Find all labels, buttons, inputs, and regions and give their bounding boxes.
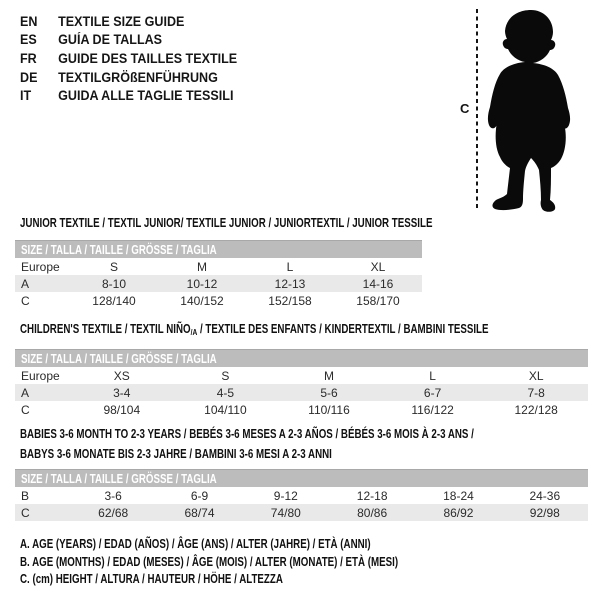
height-cell: 140/152	[180, 293, 224, 308]
language-row-fr	[20, 49, 237, 68]
size-cell: L	[286, 259, 294, 274]
children-title-subscript: /A	[190, 327, 198, 337]
guide-title-en: TEXTILE SIZE GUIDE	[58, 13, 185, 29]
age-cell: 24-36	[529, 488, 561, 503]
children-title-part1: CHILDREN'S TEXTILE / TEXTIL NIÑO	[20, 322, 191, 336]
legend-line-c	[20, 572, 505, 590]
age-cell: 18-24	[443, 488, 474, 503]
age-cell: 8-10	[101, 276, 127, 291]
age-cell: 14-16	[362, 276, 394, 291]
row-label: C	[21, 505, 30, 520]
junior-section-title-text: JUNIOR TEXTILE / TEXTIL JUNIOR/ TEXTILE JUNIOR / JUNIORTEXTIL / JUNIOR TESSILE	[20, 216, 433, 230]
height-label-c: C	[460, 101, 470, 116]
age-cell: 3-6	[104, 488, 122, 503]
row-label: C	[21, 402, 30, 417]
table-row-age	[15, 275, 422, 292]
language-row-en	[20, 12, 237, 31]
row-label: Europe	[21, 368, 60, 383]
language-row-it	[20, 86, 237, 105]
size-cell: XS	[113, 368, 130, 383]
junior-section-title	[20, 216, 549, 230]
children-title-part2: / TEXTILE DES ENFANTS / KINDERTEXTIL / BAMBINI TESSILE	[197, 322, 489, 336]
height-cell: 116/122	[411, 402, 454, 417]
children-size-table	[15, 349, 588, 418]
size-cell: S	[109, 259, 118, 274]
table-row-age	[15, 384, 588, 401]
baby-silhouette-icon	[487, 8, 581, 214]
table-header-size	[15, 469, 588, 487]
row-label: Europe	[21, 259, 60, 274]
language-code: DE	[20, 69, 38, 85]
size-cell: XL	[528, 368, 544, 383]
height-cell: 158/170	[356, 293, 400, 308]
legend-a-text: A. AGE (YEARS) / EDAD (AÑOS) / ÂGE (ANS) / ALTER (JAHRE) / ETÀ (ANNI)	[20, 537, 371, 551]
size-cell: M	[323, 368, 334, 383]
children-section-title	[20, 322, 600, 337]
height-cell: 104/110	[204, 402, 247, 417]
age-cell: 3-4	[113, 385, 131, 400]
guide-title-de: TEXTILGRÖßENFÜHRUNG	[58, 69, 218, 85]
size-cell: S	[221, 368, 230, 383]
age-cell: 12-13	[274, 276, 306, 291]
legend-line-a	[20, 537, 505, 555]
language-code: FR	[20, 50, 37, 66]
language-code: IT	[20, 88, 32, 104]
age-cell: 10-12	[186, 276, 218, 291]
table-header-size-text: SIZE / TALLA / TAILLE / GRÖSSE / TAGLIA	[21, 242, 217, 257]
height-cell: 98/104	[103, 402, 141, 417]
age-cell: 5-6	[320, 385, 338, 400]
age-cell: 7-8	[527, 385, 545, 400]
table-row-height	[15, 292, 422, 309]
height-cell: 122/128	[514, 402, 558, 417]
size-cell: L	[429, 368, 436, 383]
height-cell: 74/80	[270, 505, 301, 520]
legend-c-text: C. (cm) HEIGHT / ALTURA / HAUTEUR / HÖHE / ALTEZZA	[20, 572, 283, 586]
guide-title-fr: GUIDE DES TAILLES TEXTILE	[58, 50, 238, 66]
language-code: ES	[20, 32, 37, 48]
babies-title-line1-text: BABIES 3-6 MONTH TO 2-3 YEARS / BEBÉS 3-6 MESES A 2-3 AÑOS / BÉBÉS 3-6 MOIS À 2-3 ANS /	[20, 427, 474, 441]
table-row-age-months	[15, 487, 588, 504]
size-cell: XL	[370, 259, 386, 274]
table-header-size-text: SIZE / TALLA / TAILLE / GRÖSSE / TAGLIA	[21, 471, 217, 486]
table-header-size	[15, 240, 422, 258]
language-code: EN	[20, 13, 38, 29]
children-section-title-text	[20, 322, 489, 337]
table-row-europe	[15, 367, 588, 384]
age-cell: 6-9	[190, 488, 209, 503]
legend-b-text: B. AGE (MONTHS) / EDAD (MESES) / ÂGE (MOIS) / ALTER (MONATE) / ETÀ (MESI)	[20, 554, 399, 569]
row-label: C	[21, 293, 30, 308]
height-cell: 86/92	[443, 505, 474, 520]
size-cell: M	[197, 259, 207, 274]
language-title-list	[20, 12, 254, 105]
language-row-de	[20, 68, 237, 87]
babies-section-title-line1	[20, 427, 600, 441]
age-cell: 6-7	[423, 385, 442, 400]
height-cell: 68/74	[184, 505, 215, 520]
junior-size-table	[15, 240, 422, 309]
guide-title-es: GUÍA DE TALLAS	[58, 32, 163, 48]
language-row-es	[20, 31, 237, 50]
table-header-size	[15, 349, 588, 367]
height-cell: 152/158	[268, 293, 312, 308]
height-cell: 110/116	[308, 402, 350, 417]
height-cell: 92/98	[529, 505, 560, 520]
height-cell: 80/86	[357, 505, 388, 520]
row-label: B	[21, 488, 30, 503]
table-header-size-text: SIZE / TALLA / TAILLE / GRÖSSE / TAGLIA	[21, 351, 217, 366]
age-cell: 12-18	[356, 488, 388, 503]
row-label: A	[21, 276, 30, 291]
legend-line-b	[20, 555, 505, 573]
age-cell: 4-5	[216, 385, 235, 400]
table-row-height	[15, 401, 588, 418]
babies-title-line2-text: BABYS 3-6 MONATE BIS 2-3 JAHRE / BAMBINI 3-6 MESI A 2-3 ANNI	[20, 447, 332, 461]
table-row-europe	[15, 258, 422, 275]
height-cell: 62/68	[98, 505, 129, 520]
guide-title-it: GUIDA ALLE TAGLIE TESSILI	[58, 88, 234, 104]
babies-section-title-line2	[20, 447, 420, 461]
height-measure-dotted-line	[476, 9, 478, 208]
measurement-legend	[20, 537, 505, 590]
babies-size-table	[15, 469, 588, 521]
table-row-height	[15, 504, 588, 521]
row-label: A	[21, 385, 30, 400]
age-cell: 9-12	[273, 488, 298, 503]
height-cell: 128/140	[92, 293, 136, 308]
